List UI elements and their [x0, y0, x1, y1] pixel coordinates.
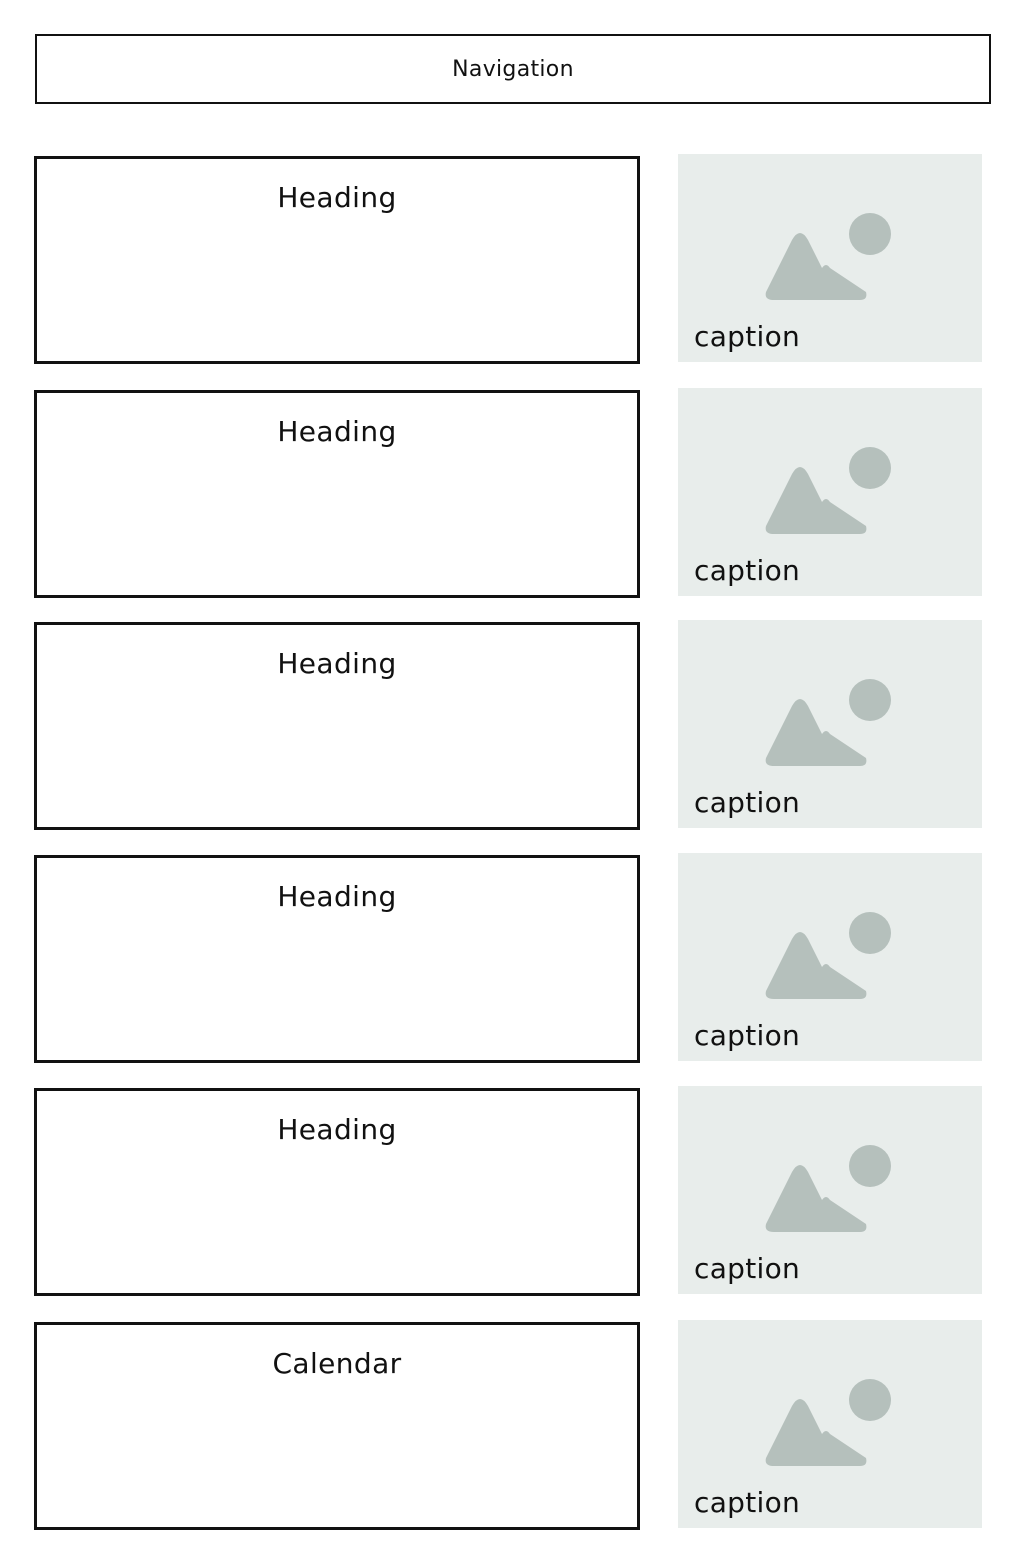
image-caption: caption	[694, 320, 801, 353]
card-title: Calendar	[272, 1347, 402, 1380]
content-row	[0, 390, 1030, 600]
content-row	[0, 855, 1030, 1065]
navigation-bar[interactable]	[35, 34, 991, 104]
navigation-label: Navigation	[452, 56, 574, 82]
content-row	[0, 622, 1030, 832]
image-placeholder-icon	[762, 911, 898, 1003]
calendar-card	[34, 1322, 640, 1530]
image-placeholder-icon	[762, 212, 898, 304]
card-title: Heading	[277, 880, 397, 913]
content-row	[0, 1322, 1030, 1532]
image-caption: caption	[694, 786, 801, 819]
heading-card	[34, 390, 640, 598]
image-placeholder	[678, 388, 982, 596]
image-placeholder	[678, 154, 982, 362]
heading-card	[34, 1088, 640, 1296]
image-placeholder	[678, 620, 982, 828]
card-title: Heading	[277, 181, 397, 214]
image-placeholder-icon	[762, 678, 898, 770]
heading-card	[34, 156, 640, 364]
heading-card	[34, 622, 640, 830]
image-caption: caption	[694, 1486, 801, 1519]
image-placeholder	[678, 1086, 982, 1294]
image-placeholder-icon	[762, 1378, 898, 1470]
image-caption: caption	[694, 1019, 801, 1052]
image-placeholder-icon	[762, 446, 898, 538]
heading-card	[34, 855, 640, 1063]
image-placeholder	[678, 853, 982, 1061]
card-title: Heading	[277, 647, 397, 680]
card-title: Heading	[277, 1113, 397, 1146]
card-title: Heading	[277, 415, 397, 448]
image-placeholder-icon	[762, 1144, 898, 1236]
image-caption: caption	[694, 1252, 801, 1285]
image-placeholder	[678, 1320, 982, 1528]
content-row	[0, 1088, 1030, 1298]
image-caption: caption	[694, 554, 801, 587]
content-row	[0, 156, 1030, 366]
